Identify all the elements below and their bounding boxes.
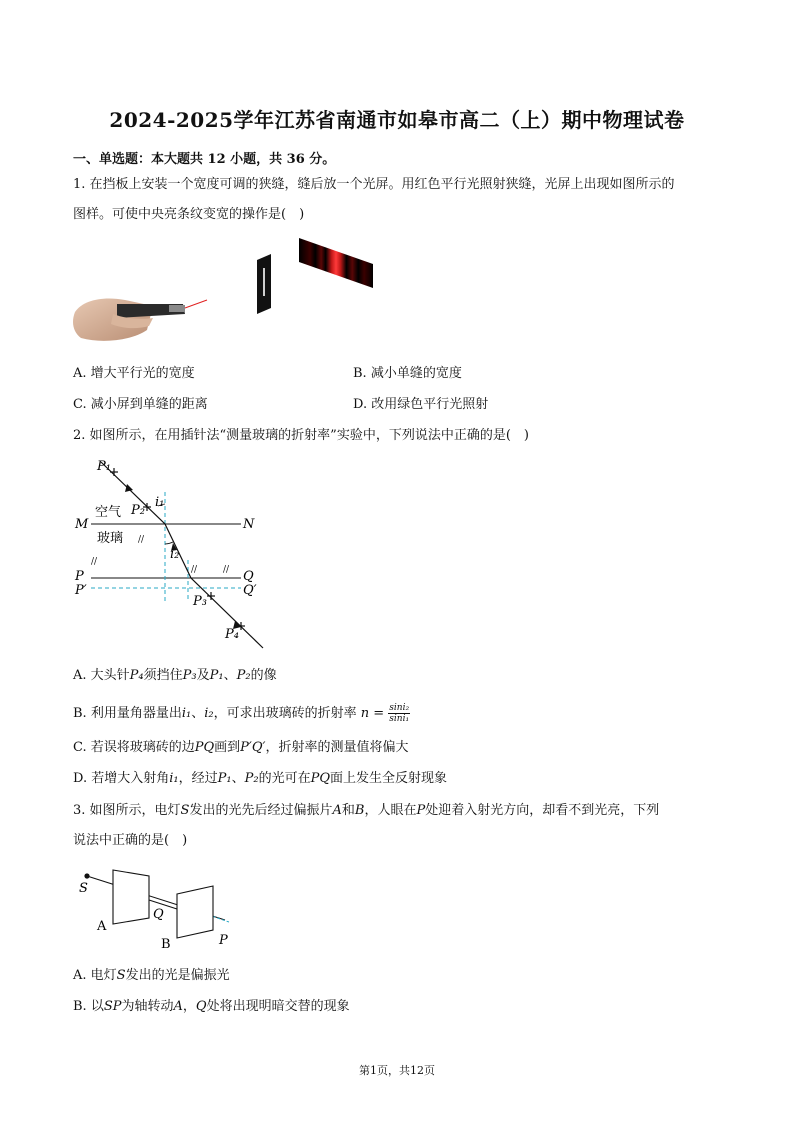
polarizer-B xyxy=(177,886,213,938)
hand-with-laser-pointer xyxy=(73,299,185,341)
q1-stem-line1: 1. 在挡板上安装一个宽度可调的狭缝，缝后放一个光屏。用红色平行光照射狭缝，光屏上出现如图所示的 xyxy=(73,177,675,192)
label-M: M xyxy=(75,517,89,532)
q3-option-a[interactable]: A. 电灯S发出的光是偏振光 xyxy=(73,968,230,983)
q2-option-b[interactable]: B. 利用量角器量出i₁、i₂，可求出玻璃砖的折射率 n = $\frac{\text{sini₂}}{\text{sini₁}}$ xyxy=(73,703,410,724)
label-P-prime: P′ xyxy=(75,583,87,598)
q2-stem: 2. 如图所示，在用插针法“测量玻璃的折射率”实验中，下列说法中正确的是( ) xyxy=(73,428,529,443)
page-title: 2024-2025学年江苏省南通市如皋市高二（上）期中物理试卷 xyxy=(109,108,685,132)
q3-stem-line1: 3. 如图所示，电灯S发出的光先后经过偏振片A和B，人眼在P处迎着入射光方向，却看不到光亮，下列 xyxy=(73,803,660,818)
refractive-index-fraction: $\frac{\text{sini₂}}{\text{sini₁}}$ xyxy=(389,703,410,724)
page-footer: 第1页，共12页 xyxy=(359,1064,435,1077)
q2-option-a[interactable]: A. 大头针P₄须挡住P₃及P₁、P₂的像 xyxy=(73,668,277,683)
fig-label-A: A xyxy=(97,919,107,934)
label-P1: P₁ xyxy=(97,459,111,474)
label-i2: i₂ xyxy=(170,547,180,562)
laser-beam xyxy=(185,300,207,308)
q1-option-b[interactable]: B. 减小单缝的宽度 xyxy=(353,366,462,381)
svg-text://: // xyxy=(91,557,98,567)
q3-polarizer-figure xyxy=(73,862,253,952)
q2-option-c[interactable]: C. 若误将玻璃砖的边PQ画到P′Q′，折射率的测量值将偏大 xyxy=(73,740,409,755)
label-P: P xyxy=(75,569,84,584)
lamp-S xyxy=(84,873,89,878)
q2-option-d[interactable]: D. 若增大入射角i₁，经过P₁、P₂的光可在PQ面上发生全反射现象 xyxy=(73,771,448,786)
fig-label-P: P xyxy=(219,933,228,948)
light-ray xyxy=(101,462,263,648)
label-Q: Q xyxy=(243,569,254,584)
q1-option-a[interactable]: A. 增大平行光的宽度 xyxy=(73,366,195,381)
fig-label-B: B xyxy=(161,937,171,952)
q1-figure xyxy=(73,234,383,352)
q1-option-c[interactable]: C. 减小屏到单缝的距离 xyxy=(73,397,208,412)
slit-plate xyxy=(257,254,271,314)
label-Q-prime: Q′ xyxy=(243,583,257,598)
q3-option-b[interactable]: B. 以SP为轴转动A，Q处将出现明暗交替的现象 xyxy=(73,999,350,1014)
section-heading: 一、单选题：本大题共 12 小题，共 36 分。 xyxy=(73,152,336,167)
label-N: N xyxy=(243,517,255,532)
label-glass: 玻璃 xyxy=(97,531,124,546)
q1-option-d[interactable]: D. 改用绿色平行光照射 xyxy=(353,397,489,412)
label-air: 空气 xyxy=(95,505,122,520)
svg-text://: // xyxy=(223,565,230,575)
svg-text://: // xyxy=(138,535,145,545)
polarizer-A xyxy=(113,870,149,924)
svg-text://: // xyxy=(191,565,198,575)
screen-with-fringes xyxy=(299,238,373,288)
q3-stem-line2: 说法中正确的是( ) xyxy=(73,833,188,848)
q1-stem-line2: 图样。可使中央亮条纹变宽的操作是( ) xyxy=(73,207,305,222)
label-i1: i₁ xyxy=(155,495,165,510)
q2-refraction-figure xyxy=(73,452,273,650)
fig-label-Q: Q xyxy=(153,907,164,922)
label-P3: P₃ xyxy=(193,594,207,609)
fig-label-S: S xyxy=(79,881,88,896)
label-P4: P₄ xyxy=(225,627,239,642)
label-P2: P₂ xyxy=(131,503,145,518)
